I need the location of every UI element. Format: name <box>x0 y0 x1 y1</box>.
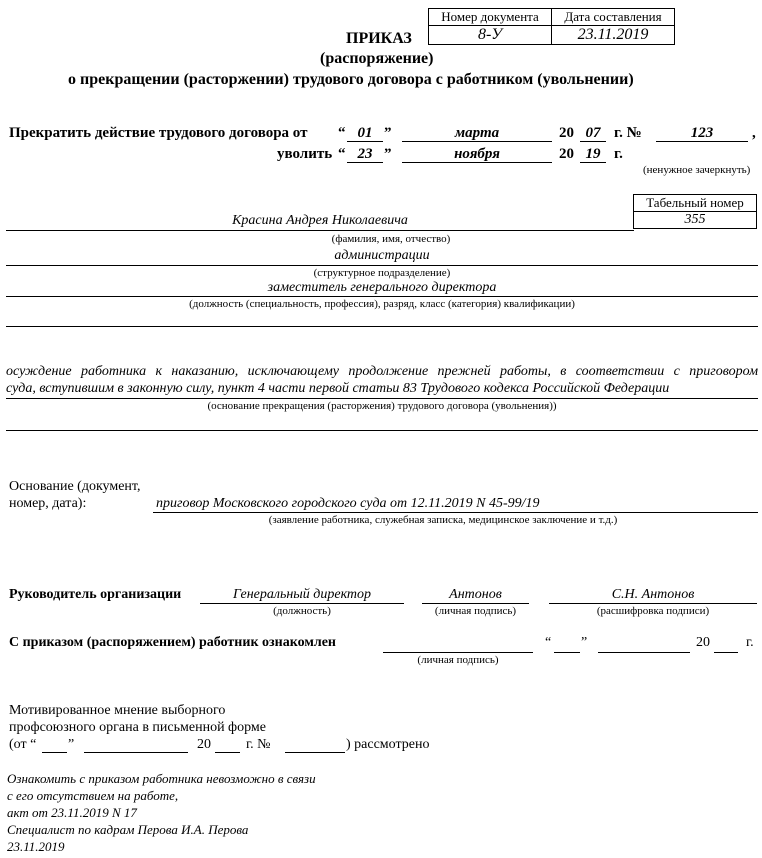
union-year-line <box>215 752 240 753</box>
department-line <box>6 265 758 266</box>
contract-year: 07 <box>585 125 601 141</box>
contract-comma: , <box>752 125 756 141</box>
tab-number-value: 355 <box>634 212 757 229</box>
union-line2: профсоюзного органа в письменной форме <box>9 720 266 735</box>
ack-quote-close: ” <box>581 635 588 650</box>
department: администрации <box>334 248 430 263</box>
union-quote-close: ” <box>68 737 75 752</box>
manager-signature: Антонов <box>449 587 502 602</box>
union-day-line <box>42 752 67 753</box>
department-caption: (структурное подразделение) <box>313 267 451 279</box>
ack-year-suffix: г. <box>746 635 754 650</box>
acknowledged-label: С приказом (распоряжением) работник ознакомлен <box>9 635 336 650</box>
grounds-caption: (основание прекращения (расторжения) трудового договора (увольнения)) <box>207 400 557 412</box>
union-line1: Мотивированное мнение выборного <box>9 703 226 718</box>
doc-number-value: 8-У <box>429 26 552 45</box>
title-subject: о прекращении (расторжении) трудового договора с работником (увольнении) <box>68 71 634 88</box>
ack-year-line <box>714 652 738 653</box>
title-instruction: (распоряжение) <box>320 50 434 67</box>
contract-number: 123 <box>690 125 714 141</box>
manager-label: Руководитель организации <box>9 587 182 602</box>
grounds-extra-line <box>6 430 758 431</box>
ack-month-line <box>598 652 690 653</box>
union-month-line <box>84 752 188 753</box>
note-line1: Ознакомить с приказом работника невозможно в связи <box>7 771 316 786</box>
manager-position-line <box>200 603 404 604</box>
union-reviewed: ) рассмотрено <box>346 737 430 752</box>
manager-signature-caption: (личная подпись) <box>434 605 517 617</box>
document-header-table <box>428 8 675 45</box>
position: заместитель генерального директора <box>267 280 497 295</box>
basis-label-line1: Основание (документ, <box>9 479 141 494</box>
quote-open: “ <box>338 125 346 141</box>
position-line <box>6 296 758 297</box>
contract-month: марта <box>454 125 500 141</box>
grounds-line <box>6 398 758 399</box>
manager-decoding-caption: (расшифровка подписи) <box>596 605 710 617</box>
contract-number-label: г. № <box>614 125 642 141</box>
position-caption: (должность (специальность, профессия), разряд, класс (категория) квалификации) <box>189 298 575 310</box>
acknowledged-signature-line <box>383 652 533 653</box>
dismiss-year-suffix: г. <box>614 146 623 162</box>
manager-signature-line <box>422 603 529 604</box>
doc-date-value: 23.11.2019 <box>552 26 675 45</box>
dismiss-month: ноября <box>454 146 500 162</box>
dismiss-day: 23 <box>357 146 373 162</box>
title-order: ПРИКАЗ <box>346 30 412 47</box>
manager-position: Генеральный директор <box>232 587 372 602</box>
ack-year-prefix: 20 <box>696 635 710 650</box>
note-line4: Специалист по кадрам Перова И.А. Перова <box>7 822 249 837</box>
quote-close: ” <box>384 125 392 141</box>
dismiss-year: 19 <box>585 146 601 162</box>
contract-year-prefix: 20 <box>559 125 574 141</box>
position-extra-line <box>6 326 758 327</box>
dismiss-quote-open: “ <box>338 146 346 162</box>
basis-label-line2: номер, дата): <box>9 496 87 511</box>
basis-line <box>153 512 758 513</box>
doc-number-label: Номер документа <box>429 9 552 26</box>
basis-caption: (заявление работника, служебная записка, медицинское заключение и т.д.) <box>268 514 618 526</box>
employee-name: Красина Андрея Николаевича <box>232 213 408 228</box>
union-number-label: г. № <box>246 737 271 752</box>
dismiss-quote-close: ” <box>384 146 392 162</box>
termination-label: Прекратить действие трудового договора от <box>9 125 308 141</box>
union-number-line <box>285 752 345 753</box>
basis-value: приговор Московского городского суда от 12.11.2019 N 45-99/19 <box>156 496 540 511</box>
ack-day-line <box>554 652 580 653</box>
manager-decoding-line <box>549 603 757 604</box>
union-from-label: (от “ <box>9 737 37 752</box>
dismiss-year-prefix: 20 <box>559 146 574 162</box>
manager-position-caption: (должность) <box>273 605 331 617</box>
grounds-line1: осуждение работника к наказанию, исключающему продолжение прежней работы, в соответствии с приговором <box>6 364 758 379</box>
manager-decoding: С.Н. Антонов <box>611 587 695 602</box>
employee-name-caption: (фамилия, имя, отчество) <box>331 233 451 245</box>
grounds-line2: суда, вступившим в законную силу, пункт 4 части первой статьи 83 Трудового кодекса Российской Федерации <box>6 381 670 396</box>
note-line2: с его отсутствием на работе, <box>7 788 179 803</box>
contract-day: 01 <box>357 125 373 141</box>
union-year-prefix: 20 <box>197 737 211 752</box>
tab-number-table <box>633 194 757 229</box>
dismiss-label: уволить <box>277 146 333 162</box>
acknowledged-signature-caption: (личная подпись) <box>417 654 499 666</box>
strike-note: (ненужное зачеркнуть) <box>643 164 751 176</box>
note-line3: акт от 23.11.2019 N 17 <box>7 805 137 820</box>
tab-number-label: Табельный номер <box>634 195 757 212</box>
ack-quote-open: “ <box>545 635 552 650</box>
employee-name-line <box>6 230 634 231</box>
note-line5: 23.11.2019 <box>7 839 65 854</box>
doc-date-label: Дата составления <box>552 9 675 26</box>
